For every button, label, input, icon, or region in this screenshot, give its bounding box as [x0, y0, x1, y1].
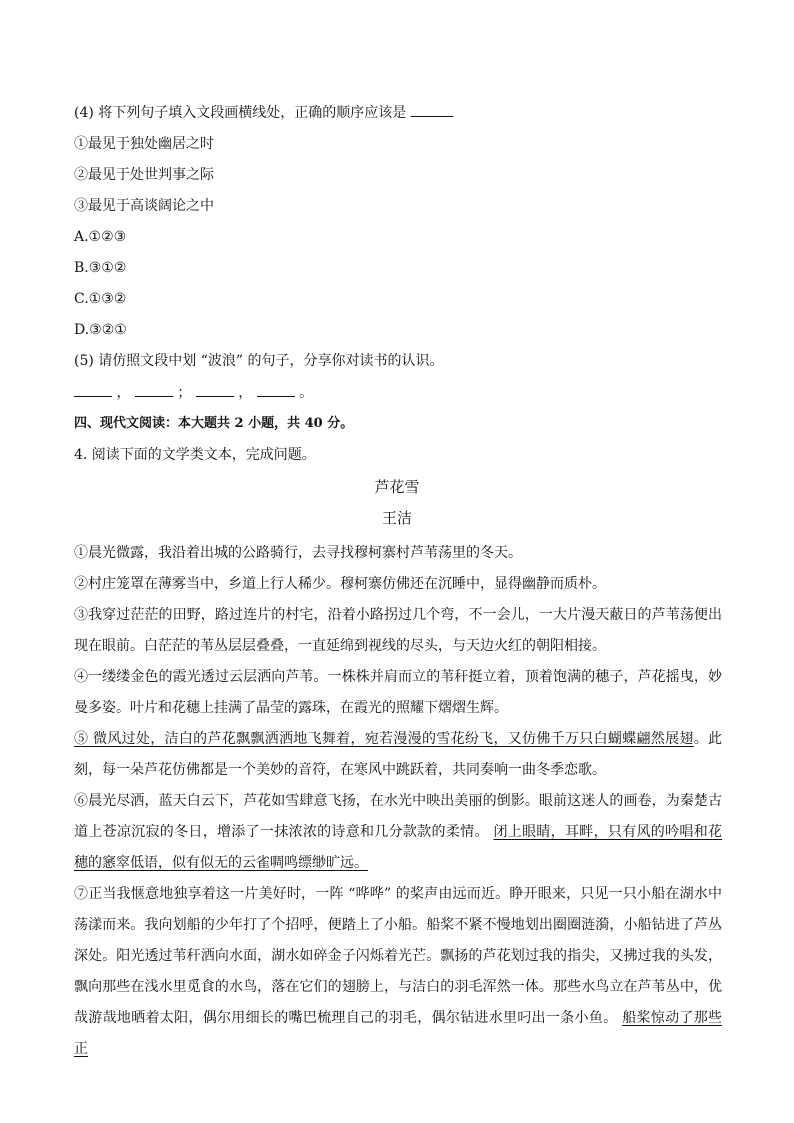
paragraph-2: ②村庄笼罩在薄雾当中，乡道上行人稀少。穆柯寨仿佛还在沉睡中，显得幽静而质朴。	[74, 576, 606, 592]
option-a: A.①②③	[74, 229, 127, 245]
question-4-reading-intro: 4. 阅读下面的文学类文本，完成问题。	[74, 447, 316, 463]
underlined-sentence: ⑤ 微风过处，洁白的芦花飘飘洒洒地飞舞着，宛若漫漫的雪花纷飞，又仿佛千万只白蝴蝶翩然展翅	[74, 731, 694, 747]
blank-separator: ，	[112, 385, 131, 401]
answer-blank-4[interactable]	[257, 384, 295, 397]
question-4-stem	[74, 104, 453, 122]
answer-blank-3[interactable]	[196, 384, 234, 397]
underlined-sentence: 闭上眼睛，耳畔，只有风的吟唱和花穗的窸窣低语，似有似无的云雀啁鸣缥缈旷远。	[74, 824, 723, 871]
blank-separator: ，	[233, 385, 253, 401]
paragraph-7-text: ⑦正当我惬意地独享着这一片美好时，一阵 “哗哗” 的桨声由远而近。睁开眼来，只见一只小船在湖水中荡漾而来。我向划船的少年打了个招呼，便踏上了小船。船桨不紧不慢地划出圈圈涟漪，小船钻进了芦丛深处。阳光透过苇秆洒向水面，湖水如碎金子闪烁着光芒。飘扬的芦花划过我的指尖，又拂过我的头发，飘向那些在浅水里觅食的水鸟，落在它们的翅膀上，与洁白的羽毛浑然一体。那些水鸟立在芦苇丛中，优哉游哉地晒着太阳，偶尔用细长的嘴巴梳理自己的羽毛，偶尔钻进水里叼出一条小鱼。	[74, 886, 722, 1026]
answer-blank[interactable]	[411, 104, 453, 117]
question-5-stem: (5) 请仿照文段中划 “波浪” 的句子，分享你对读书的认识。	[74, 353, 444, 369]
answer-blank-2[interactable]	[135, 384, 173, 397]
article-title: 芦花雪	[374, 478, 420, 496]
choice-item-2: ②最见于处世判事之际	[74, 167, 214, 183]
section-heading: 四、现代文阅读：本大题共 2 小题，共 40 分。	[74, 416, 354, 431]
paragraph-6-text: ⑥晨光尽洒，蓝天白云下，芦花如雪肆意飞扬，在水光中映出美丽的倒影。眼前这迷人的画卷，为秦楚古道上苍凉沉寂的冬日，增添了一抹浓浓的诗意和几分款款的柔情。	[74, 793, 722, 840]
paragraph-7	[74, 879, 722, 1065]
paragraph-3: ③我穿过茫茫的田野，路过连片的村宅，沿着小路拐过几个弯，不一会儿，一大片漫天蔽日的芦苇荡便出现在眼前。白茫茫的苇丛层层叠叠，一直延绵到视线的尽头，与天边火红的朝阳相接。	[74, 607, 722, 654]
underlined-sentence: 船桨惊动了那些正	[74, 1010, 723, 1057]
option-d: D.③②①	[74, 322, 127, 338]
choice-item-1: ①最见于独处幽居之时	[74, 136, 214, 152]
article-author: 王洁	[381, 509, 412, 527]
option-b: B.③①②	[74, 260, 127, 276]
blank-separator: ；	[172, 385, 192, 401]
option-c: C.①③②	[74, 291, 127, 307]
paragraph-1: ①晨光微露，我沿着出城的公路骑行，去寻找穆柯寨村芦苇荡里的冬天。	[74, 545, 522, 561]
question-5-blanks	[74, 384, 313, 402]
paragraph-4: ④一缕缕金色的霞光透过云层洒向芦苇。一株株并肩而立的苇秆挺立着，顶着饱满的穗子，芦花摇曳，妙曼多姿。叶片和花穗上挂满了晶莹的露珠，在霞光的照耀下熠熠生辉。	[74, 669, 722, 716]
paragraph-5	[74, 724, 722, 786]
paragraph-6	[74, 786, 722, 879]
blank-separator: 。	[294, 385, 314, 401]
question-4-stem-text: (4) 将下列句子填入文段画横线处，正确的顺序应该是	[74, 105, 411, 121]
paragraph-5-rest: 。此刻，每一朵芦花仿佛都是一个美妙的音符，在寒风中跳跃着，共同奏响一曲冬季恋歌。	[74, 731, 723, 778]
answer-blank-1[interactable]	[74, 384, 112, 397]
choice-item-3: ③最见于高谈阔论之中	[74, 198, 214, 214]
